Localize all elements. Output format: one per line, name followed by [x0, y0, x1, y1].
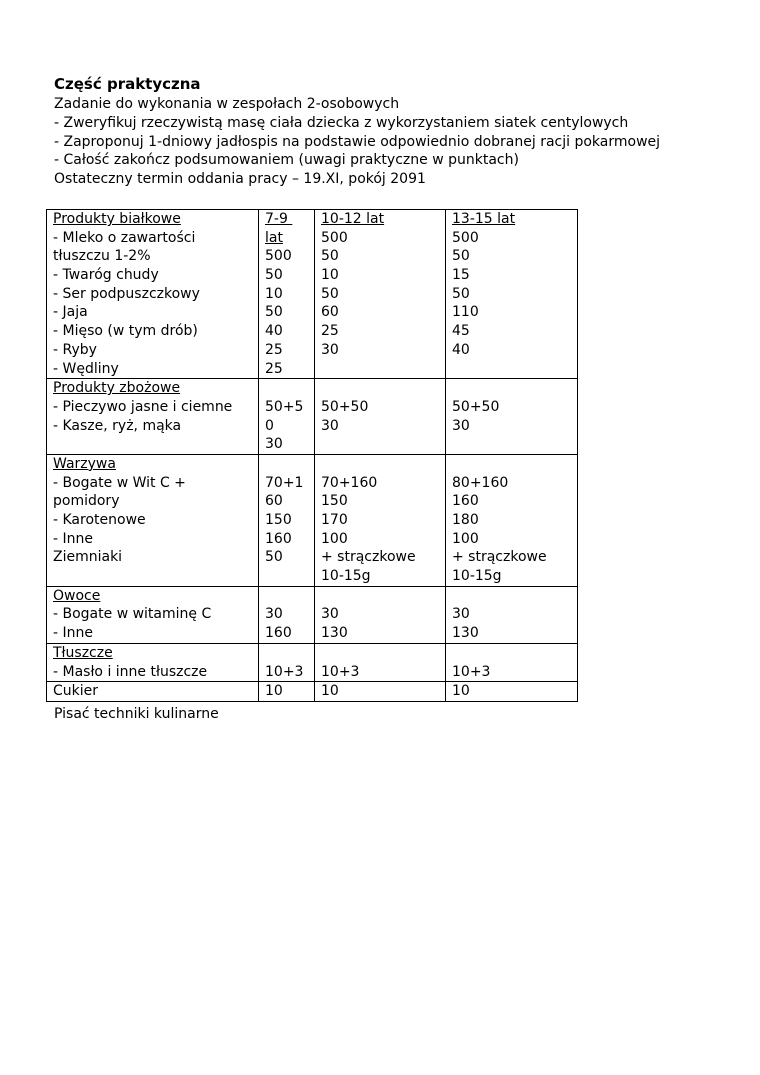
spacer	[321, 379, 441, 398]
spacer	[321, 644, 441, 663]
item-label: - Mięso (w tym drób)	[53, 323, 198, 340]
sugar-age-7-9-cell	[259, 682, 315, 702]
cell-value: 160	[265, 625, 292, 642]
cell-value: 30	[321, 417, 339, 434]
item-label: - Karotenowe	[53, 512, 146, 528]
spacer	[53, 435, 254, 454]
item-label: - Kasze, ryż, mąka	[53, 417, 182, 434]
instruction-line: - Zaproponuj 1-dniowy jadłospis na podstawie odpowiednio dobranej racji pokarmowej	[54, 133, 661, 150]
cell-value: 0	[265, 417, 274, 434]
item-label: - Inne	[53, 530, 93, 547]
item-label: - Pieczywo jasne i ciemne	[53, 398, 233, 415]
column-header: 7-9	[265, 211, 293, 227]
column-header: 10-12 lat	[321, 211, 385, 227]
item-label: - Inne	[53, 625, 93, 642]
fats-age-10-12-cell	[315, 643, 446, 681]
cell-value: 50+5	[265, 398, 304, 415]
cell-value: 10-15g	[321, 568, 371, 585]
cell-value: 70+1	[265, 474, 304, 491]
grains-labels-cell	[47, 379, 259, 455]
cell-value: 40	[452, 341, 470, 358]
cell-value: 80+160	[452, 474, 509, 491]
group-title: Produkty zbożowe	[53, 380, 181, 397]
grains-age-10-12-cell	[315, 379, 446, 455]
cell-value: 110	[452, 304, 479, 321]
spacer	[265, 379, 310, 398]
cell-value: 25	[265, 360, 283, 377]
spacer	[452, 379, 573, 398]
protein-age-13-15-cell	[446, 210, 578, 379]
item-label: pomidory	[53, 493, 120, 510]
cell-value: 10	[321, 683, 339, 700]
table-row-protein	[47, 210, 578, 379]
group-title: Warzywa	[53, 455, 116, 472]
instruction-line: - Całość zakończ podsumowaniem (uwagi praktyczne w punktach)	[54, 152, 519, 169]
fruits-age-10-12-cell	[315, 586, 446, 643]
fats-age-7-9-cell	[259, 643, 315, 681]
cell-value: 180	[452, 512, 479, 528]
cell-value: 45	[452, 323, 470, 340]
cell-value: 150	[265, 512, 292, 528]
cell-value: 50	[321, 248, 339, 265]
cell-value: 50+50	[321, 398, 369, 415]
vegetables-labels-cell	[47, 454, 259, 586]
table-row-sugar	[47, 682, 578, 702]
item-label: - Masło i inne tłuszcze	[53, 663, 208, 680]
cell-value: 40	[265, 323, 283, 340]
cell-value: 10	[452, 683, 470, 700]
item-label: - Ryby	[53, 341, 97, 358]
cell-value: 50	[265, 549, 283, 566]
vegetables-age-10-12-cell	[315, 454, 446, 586]
cell-value: 130	[452, 625, 479, 642]
cell-value: 50	[452, 285, 470, 302]
cell-value: + strączkowe	[321, 549, 416, 566]
cell-value: 30	[452, 606, 470, 623]
instruction-line: - Zweryfikuj rzeczywistą masę ciała dziecka z wykorzystaniem siatek centylowych	[54, 114, 629, 131]
instruction-line: Zadanie do wykonania w zespołach 2-osobowych	[54, 96, 400, 112]
group-title: Tłuszcze	[53, 644, 113, 661]
cell-value: 50	[452, 248, 470, 265]
cell-value: 10+3	[321, 663, 360, 680]
document-title: Część praktyczna	[54, 75, 201, 93]
cell-value: 160	[265, 530, 292, 547]
cell-value: 500	[452, 229, 479, 246]
spacer	[265, 644, 310, 663]
spacer	[265, 455, 310, 474]
item-label: - Mleko o zawartości	[53, 229, 196, 246]
fruits-age-13-15-cell	[446, 586, 578, 643]
item-label: - Jaja	[53, 304, 88, 321]
spacer	[452, 644, 573, 663]
vegetables-age-7-9-cell	[259, 454, 315, 586]
column-header: 13-15 lat	[452, 211, 516, 227]
cell-value: 30	[321, 606, 339, 623]
instruction-line: Ostateczny termin oddania pracy – 19.XI, pokój 2091	[54, 171, 426, 188]
cell-value: 60	[265, 493, 283, 510]
item-label: - Twaróg chudy	[53, 267, 159, 284]
cell-value: 500	[265, 248, 292, 265]
cell-value: 30	[265, 606, 283, 623]
group-title: Cukier	[53, 683, 99, 700]
cell-value: 10+3	[452, 663, 491, 680]
spacer	[452, 455, 573, 474]
cell-value: 170	[321, 512, 348, 528]
cell-value: 10	[321, 267, 339, 284]
cell-value: 30	[265, 436, 283, 453]
group-title: Produkty białkowe	[53, 211, 181, 227]
protein-age-10-12-cell	[315, 210, 446, 379]
item-label: tłuszczu 1-2%	[53, 248, 151, 265]
grains-age-7-9-cell	[259, 379, 315, 455]
item-label: - Ser podpuszczkowy	[53, 285, 200, 302]
cell-value: 130	[321, 625, 348, 642]
sugar-age-13-15-cell	[446, 682, 578, 702]
item-label: - Bogate w witaminę C	[53, 606, 212, 623]
table-row-fruits	[47, 586, 578, 643]
document-header	[54, 75, 660, 189]
nutrition-table	[46, 209, 578, 702]
item-label: Ziemniaki	[53, 549, 123, 566]
cell-value: 25	[321, 323, 339, 340]
fats-labels-cell	[47, 643, 259, 681]
spacer	[53, 567, 254, 586]
grains-age-13-15-cell	[446, 379, 578, 455]
cell-value: 50	[321, 285, 339, 302]
table-row-grains	[47, 379, 578, 455]
cell-value: 30	[452, 417, 470, 434]
cell-value: + strączkowe	[452, 549, 547, 566]
protein-age-7-9-cell	[259, 210, 315, 379]
cell-value: 70+160	[321, 474, 378, 491]
cell-value: 15	[452, 267, 470, 284]
fats-age-13-15-cell	[446, 643, 578, 681]
spacer	[265, 587, 310, 606]
group-title: Owoce	[53, 587, 101, 604]
sugar-age-10-12-cell	[315, 682, 446, 702]
spacer	[321, 455, 441, 474]
cell-value: 50	[265, 267, 283, 284]
fruits-labels-cell	[47, 586, 259, 643]
item-label: - Bogate w Wit C +	[53, 474, 186, 491]
protein-labels-cell	[47, 210, 259, 379]
cell-value: 50+50	[452, 398, 500, 415]
item-label: - Wędliny	[53, 360, 119, 377]
table-row-vegetables	[47, 454, 578, 586]
table-row-fats	[47, 643, 578, 681]
footer-note: Pisać techniki kulinarne	[54, 706, 219, 722]
fruits-age-7-9-cell	[259, 586, 315, 643]
cell-value: 100	[321, 530, 348, 547]
column-header: lat	[265, 229, 283, 246]
cell-value: 10	[265, 683, 283, 700]
cell-value: 60	[321, 304, 339, 321]
spacer	[452, 587, 573, 606]
cell-value: 150	[321, 493, 348, 510]
vegetables-age-13-15-cell	[446, 454, 578, 586]
cell-value: 500	[321, 229, 348, 246]
cell-value: 100	[452, 530, 479, 547]
cell-value: 30	[321, 341, 339, 358]
cell-value: 10-15g	[452, 568, 502, 585]
cell-value: 10	[265, 285, 283, 302]
sugar-label-cell	[47, 682, 259, 702]
cell-value: 160	[452, 493, 479, 510]
cell-value: 25	[265, 341, 283, 358]
cell-value: 10+3	[265, 663, 304, 680]
spacer	[321, 587, 441, 606]
cell-value: 50	[265, 304, 283, 321]
